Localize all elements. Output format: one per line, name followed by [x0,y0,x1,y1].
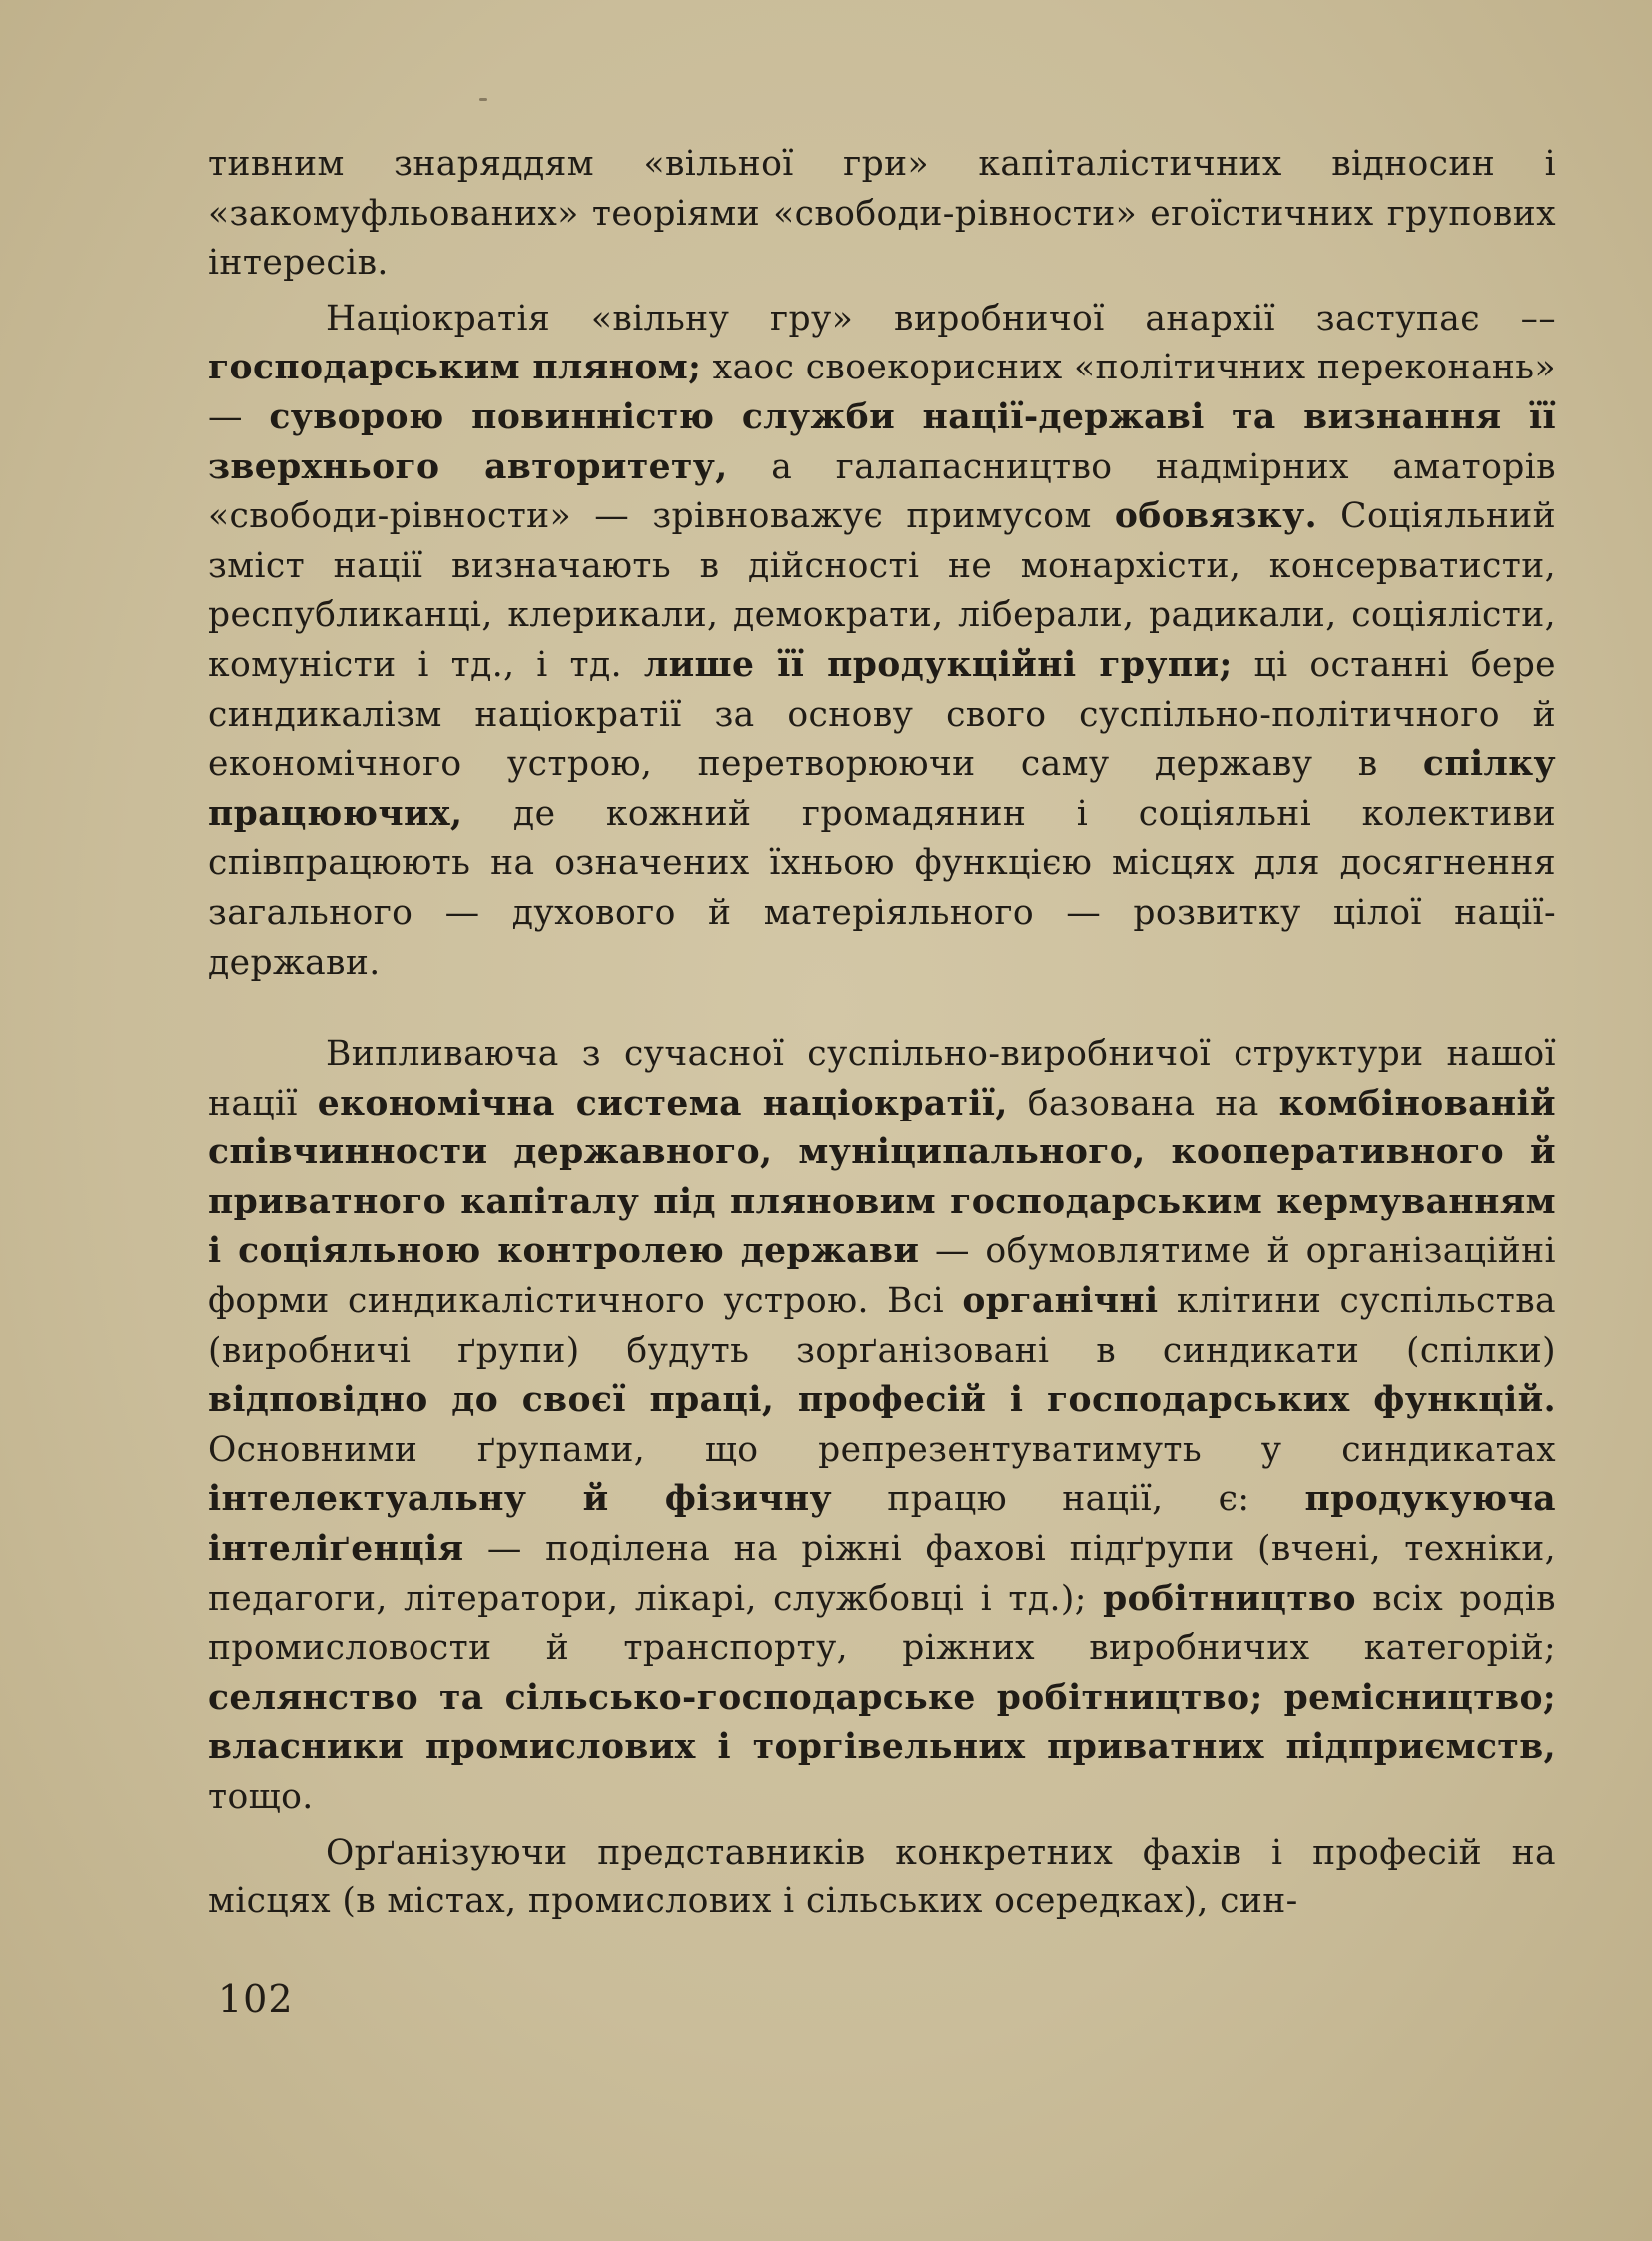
bold-text-segment: робітництво [1103,1578,1356,1619]
bold-text-segment: спілку працюючих, [208,744,1556,834]
bold-text-segment: економічна система націократії, [317,1083,1008,1123]
bold-text-segment: обовязку. [1114,496,1317,537]
text-segment: Орґанізуючи представників конкретних фахів і професій на місцях (в містах, промислових і сільських осередках), син- [208,1832,1556,1922]
text-segment: — обумовлятиме й організаційні форми синдикалістичного устрою. Всі [208,1231,1556,1322]
bold-text-segment: комбінованій співчинности державного, муніципального, кооперативного й приватного капіталу під пляновим господарським кермуванням і соціяльною контролею держави [208,1083,1556,1272]
page-body-text [208,140,1556,1927]
bold-text-segment: відповідно до своєї праці, професій і господарських функцій. [208,1380,1556,1421]
text-segment: всіх родів промисловости й транспорту, ріжних виробничих категорій; [208,1578,1556,1669]
text-segment: тивним знаряддям «вільної гри» капіталістичних відносин і «закомуфльованих» теоріями «свободи-рівности» егоїстичних групових інтересів. [208,144,1556,284]
paragraph-3 [208,1030,1556,1823]
paragraph-1 [208,140,1556,289]
text-segment: хаос своекорисних «політичних переконань» — [208,348,1556,437]
bold-text-segment: продукуюча інтеліґенція [208,1479,1556,1570]
bold-text-segment: інтелектуальну й фізичну [208,1479,833,1520]
text-segment: базована на [1007,1083,1279,1123]
text-segment: тощо. [208,1777,314,1817]
page-number: 102 [218,1977,294,2021]
bold-text-segment: лише її продукційні групи; [643,644,1233,685]
text-segment: Основними ґрупами, що репрезентуватимуть у синдикатах [208,1429,1556,1470]
text-segment: ці останні бере синдикалізм націократії за основу свого суспільно-політичного й економічного устрою, перетворюючи саму державу в [208,644,1557,785]
text-segment: де кожний громадянин і соціяльні колективи співпрацюють на означених їхньою функцією місцях для досягнення загального — духового й матеріяльного — розвитку цілої нації-держави. [208,793,1556,983]
text-segment: клітини суспільства (виробничі ґрупи) будуть зорґанізовані в синдикати (спілки) [208,1281,1556,1371]
text-segment: — поділена на ріжні фахові підґрупи (вчені, техніки, педагоги, літератори, лікарі, службовці і тд.); [208,1529,1556,1619]
bold-text-segment: суворою повинністю служби нації-державі та визнання її зверхнього авторитету, [208,396,1556,487]
text-segment: Соціяльний зміст нації визначають в дійсності не монархісти, консерватисти, республиканці, клерикали, демократи, ліберали, радикали, соціялісти, комуністи і тд., і тд. [208,496,1557,685]
text-segment: Націократія «вільну гру» виробничої анархії заступає –– [326,298,1556,339]
text-segment: Випливаюча з сучасної суспільно-виробничої структури нашої нації [208,1034,1556,1123]
paragraph-2 [208,295,1556,988]
bold-text-segment: органічні [962,1281,1159,1322]
text-segment: а галапасництво надмірних аматорів «свободи-рівности» — зрівноважує примусом [208,446,1556,537]
bold-text-segment: господарським пляном; [208,348,702,388]
bold-text-segment: селянство та сільсько-господарське робітництво; ремісництво; власники промислових і торгівельних приватних підприємств, [208,1677,1556,1768]
paper-speck [479,98,487,101]
text-segment: працю нації, є: [832,1479,1305,1520]
paragraph-4 [208,1829,1556,1927]
